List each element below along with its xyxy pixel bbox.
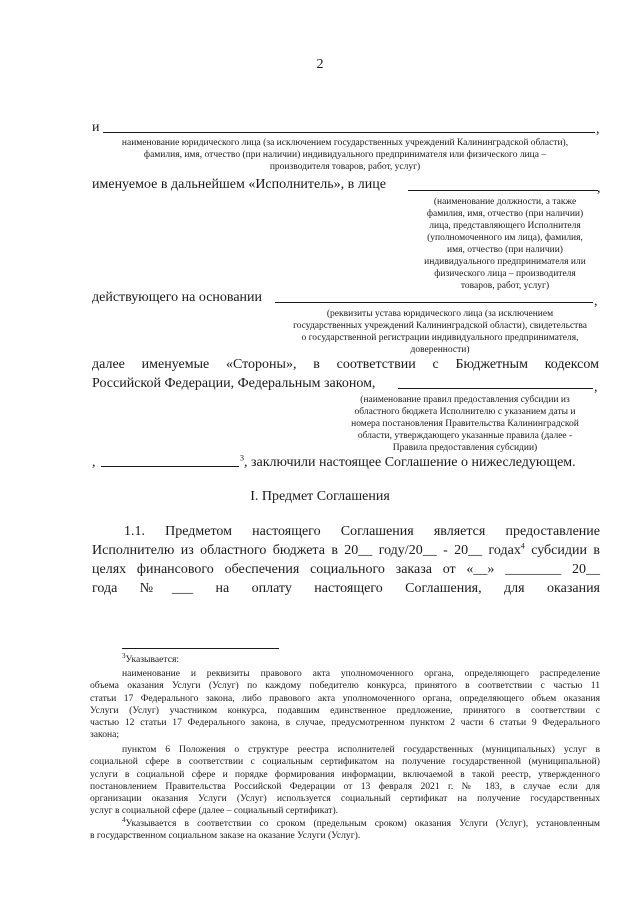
clause-line2 bbox=[92, 542, 600, 559]
note-line: государственных учреждений Калининградской области), свидетельства bbox=[293, 321, 587, 331]
note-line: наименование юридического лица (за исключением государственных учреждений Калининградской области), bbox=[121, 138, 569, 148]
note-line: областного бюджета Исполнителю с указанием даты и bbox=[354, 407, 576, 417]
concluded-text bbox=[240, 454, 576, 471]
clause-line1: 1.1. Предметом настоящего Соглашения является предоставление bbox=[124, 524, 600, 539]
footnote-line: закона; bbox=[90, 729, 120, 741]
note-line: области, утверждающего указанные правила (далее - bbox=[357, 431, 573, 441]
footnote-separator bbox=[122, 648, 279, 649]
footnote-3-para2 bbox=[90, 744, 600, 818]
clause-line4: года №___ на оплату настоящего Соглашения, для оказания bbox=[92, 581, 600, 596]
fill-line-legal-entity bbox=[103, 132, 595, 133]
basis-text: действующего на основании bbox=[92, 290, 263, 305]
footnote-ref-4: 4 bbox=[520, 541, 525, 551]
clause-line2-text: Исполнителю из областного бюджета в 20__ году/20__ - 20__ годах bbox=[92, 543, 521, 558]
note-parties bbox=[320, 394, 610, 454]
line-i-suffix: , bbox=[596, 122, 600, 137]
note-line: фамилия, имя, отчество (при наличии) bbox=[426, 209, 584, 219]
note-line: физического лица – производителя bbox=[434, 269, 576, 279]
fill-line-rules bbox=[101, 466, 239, 467]
note-line: (наименование должности, а также bbox=[433, 197, 577, 207]
footnote-line: объема оказания Услуги (Услуг) по каждому победителю конкурса, принятого в соответствии с частью 11 bbox=[90, 680, 600, 692]
note-line: фамилия, имя, отчество (при наличии) индивидуального предпринимателя или физического лица – bbox=[143, 150, 547, 160]
note-line: товаров, работ, услуг) bbox=[460, 281, 550, 291]
fill-line-federal-law bbox=[398, 388, 593, 389]
clause-line3: целях финансового обеспечения социального заказа от «__» ________ 20__ bbox=[92, 562, 600, 577]
footnote-3-title bbox=[122, 651, 180, 666]
section-title: I. Предмет Соглашения bbox=[250, 489, 390, 504]
footnote-line: наименование и реквизиты правового акта уполномоченного органа, определяющего распределение bbox=[122, 668, 600, 679]
parties-suffix: , bbox=[594, 380, 598, 395]
executor-suffix: , bbox=[597, 181, 601, 196]
line-i-prefix: и bbox=[92, 120, 100, 135]
note-line: лица, представляющего Исполнителя bbox=[429, 221, 581, 231]
parties-text-line2: Российской Федерации, Федеральным законом, bbox=[92, 376, 376, 391]
footnote-ref-3: 3 bbox=[240, 453, 244, 463]
footnote-3-para1 bbox=[90, 668, 600, 742]
footnote-line: постановлением Правительства Российской Федерации от 13 февраля 2021 г. № 183, в случае если для bbox=[90, 780, 600, 792]
concluded-prefix: , bbox=[92, 455, 96, 470]
fill-line-basis bbox=[275, 302, 593, 303]
footnote-3-title-text: Указывается: bbox=[125, 654, 180, 665]
parties-text-line1: далее именуемые «Стороны», в соответствии с Бюджетным кодексом bbox=[92, 357, 599, 372]
footnote-line: пунктом 6 Положения о структуре реестра исполнителей государственных (муниципальных) услуг в bbox=[122, 744, 600, 755]
note-line: номера постановления Правительства Калининградской bbox=[351, 419, 579, 429]
note-line: доверенности) bbox=[410, 345, 470, 355]
note-executor-person bbox=[405, 196, 605, 292]
note-basis bbox=[270, 308, 610, 356]
footnote-line: услуги в социальной сфере и порядке формирования информации, включаемой в такой реестр, утвержденного bbox=[90, 768, 600, 780]
note-line: о государственной регистрации индивидуального предпринимателя, bbox=[301, 333, 579, 343]
note-line: (реквизиты устава юридического лица (за исключением bbox=[326, 309, 554, 319]
note-line: (уполномоченного им лица), фамилия, bbox=[427, 233, 583, 243]
footnote-line: организации оказания Услуги (Услуг) используется социальный сертификат на получение государственных bbox=[90, 793, 600, 805]
page-number: 2 bbox=[316, 57, 324, 72]
footnote-line: частью 12 статьи 17 Федерального закона, в случае, предусмотренном пунктом 2 части 6 статьи 9 Федерального bbox=[90, 717, 600, 729]
fill-line-executor-person bbox=[408, 190, 598, 191]
note-line: Правила предоставления субсидии) bbox=[392, 443, 538, 453]
concluded-text-body: , заключили настоящее Соглашение о нижеследующем. bbox=[244, 455, 576, 470]
note-legal-entity bbox=[80, 137, 610, 173]
executor-text: именуемое в дальнейшем «Исполнитель», в лице bbox=[92, 177, 386, 192]
footnote-4 bbox=[90, 815, 600, 843]
footnote-line: Услуги (Услуг) участником конкурса, подавшим единственное предложение, принятого в соответствии с bbox=[90, 704, 600, 716]
footnote-line: услуг в социальной сфере (далее – социальный сертификат). bbox=[90, 805, 339, 817]
footnote-line: в государственном социальном заказе на оказание Услуги (Услуг). bbox=[90, 830, 361, 842]
note-line: имя, отчество (при наличии) bbox=[447, 245, 563, 255]
note-line: индивидуального предпринимателя или bbox=[424, 257, 586, 267]
footnote-line: Указывается в соответствии со сроком (предельным сроком) оказания Услуги (Услуг), установленным bbox=[125, 818, 600, 829]
clause-line2-tail: субсидии в bbox=[524, 543, 600, 558]
footnote-line: статьи 17 Федерального закона, либо правового акта уполномоченного органа, определяющего объем оказания bbox=[90, 692, 600, 704]
footnote-line: социальной сфере в соответствии с социальным сертификатом на получение государственной (муниципальной) bbox=[90, 756, 600, 768]
footnote-mark-4: 4 bbox=[122, 815, 126, 824]
note-line: производителя товаров, работ, услуг) bbox=[269, 162, 421, 172]
note-line: (наименование правил предоставления субсидии из bbox=[360, 395, 570, 405]
basis-suffix: , bbox=[594, 294, 598, 309]
footnote-mark-3: 3 bbox=[122, 651, 126, 660]
